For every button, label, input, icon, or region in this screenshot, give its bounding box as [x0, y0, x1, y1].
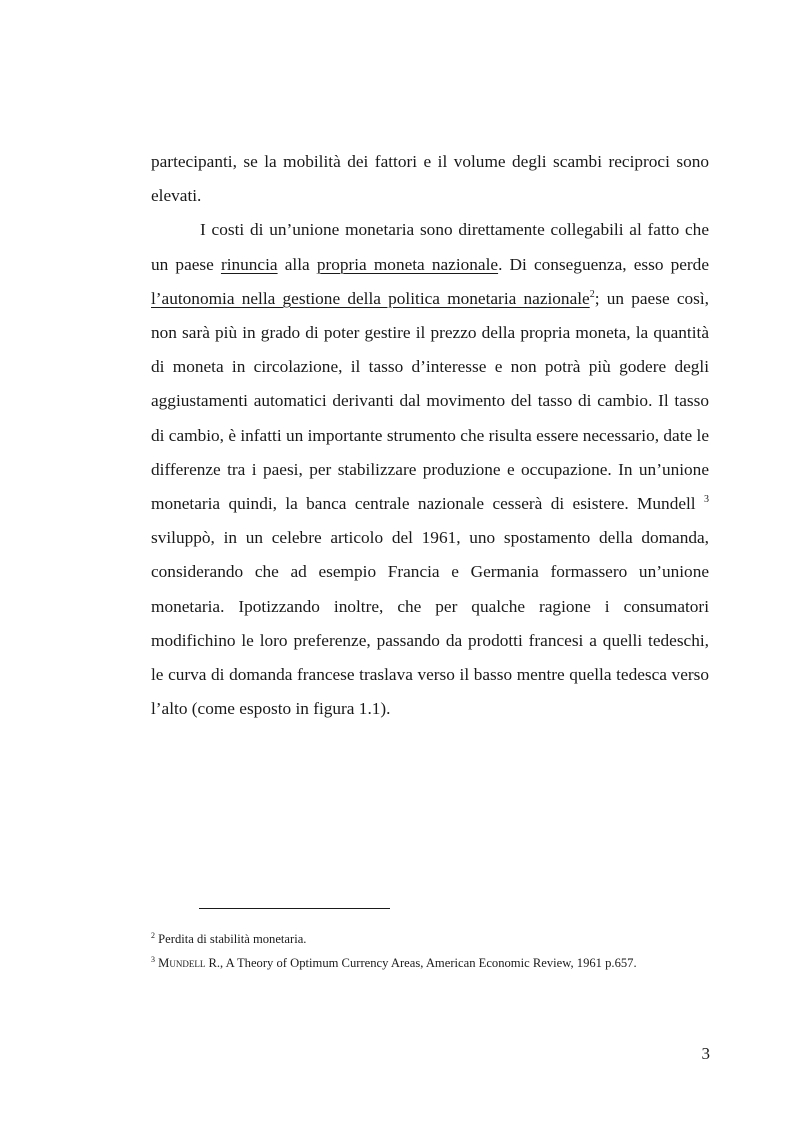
footnote-2 — [151, 927, 711, 951]
underlined-phrase-autonomia: l’autonomia nella gestione della politica monetaria nazionale — [151, 288, 590, 308]
paragraph-2-text-1: I costi di un’unione monetaria sono direttamente collegabili al fatto che un paese — [151, 220, 709, 274]
footnote-marker: 2 — [151, 931, 155, 940]
footnote-reference-2[interactable]: 2 — [589, 288, 595, 300]
paragraph-2-text-2: alla — [277, 254, 317, 274]
underlined-phrase-rinuncia: rinuncia — [220, 254, 278, 274]
footnote-text: R., A Theory of Optimum Currency Areas, American Economic Review, 1961 p.657. — [205, 956, 637, 970]
footnote-reference-3[interactable]: 3 — [704, 494, 709, 506]
underlined-phrase-moneta-nazionale: propria moneta nazionale — [316, 254, 499, 274]
footnote-author: Mundell — [158, 956, 206, 970]
main-text — [151, 145, 709, 726]
footnote-separator — [199, 908, 390, 909]
paragraph-2-text-3: . Di conseguenza, esso perde — [498, 254, 709, 274]
paragraph-2-text-4: ; un paese così, non sarà più in grado di poter gestire il prezzo della propria moneta, la quantità di moneta in circolazione, il tasso d’interesse e non potrà più godere degli aggiustamenti automatici derivanti dal movimento del tasso di cambio. Il tasso di cambio, è infatti un importante strumento che risulta essere necessario, date le differenze tra i paesi, per stabilizzare produzione e occupazione. In un’unione monetaria quindi, la banca centrale nazionale cesserà di esistere. Mundell — [151, 288, 709, 514]
paragraph-1: partecipanti, se la mobilità dei fattori e il volume degli scambi reciproci sono elevati. — [151, 152, 709, 206]
paragraph-2-text-5: sviluppò, in un celebre articolo del 1961, uno spostamento della domanda, considerando che ad esempio Francia e Germania formassero un’unione monetaria. Ipotizzando inoltre, che per qualche ragione i consumatori modifichino le loro preferenze, passando da prodotti francesi a quelli tedeschi, le curva di domanda francese traslava verso il basso mentre quella tedesca verso l’alto (come esposto in figura 1.1). — [151, 528, 709, 719]
footnote-marker: 3 — [151, 955, 155, 964]
footnotes — [151, 927, 711, 975]
paragraph-2 — [151, 213, 709, 726]
footnote-text: Perdita di stabilità monetaria. — [158, 932, 307, 946]
page-number: 3 — [701, 1044, 710, 1063]
footnote-3 — [151, 951, 711, 975]
